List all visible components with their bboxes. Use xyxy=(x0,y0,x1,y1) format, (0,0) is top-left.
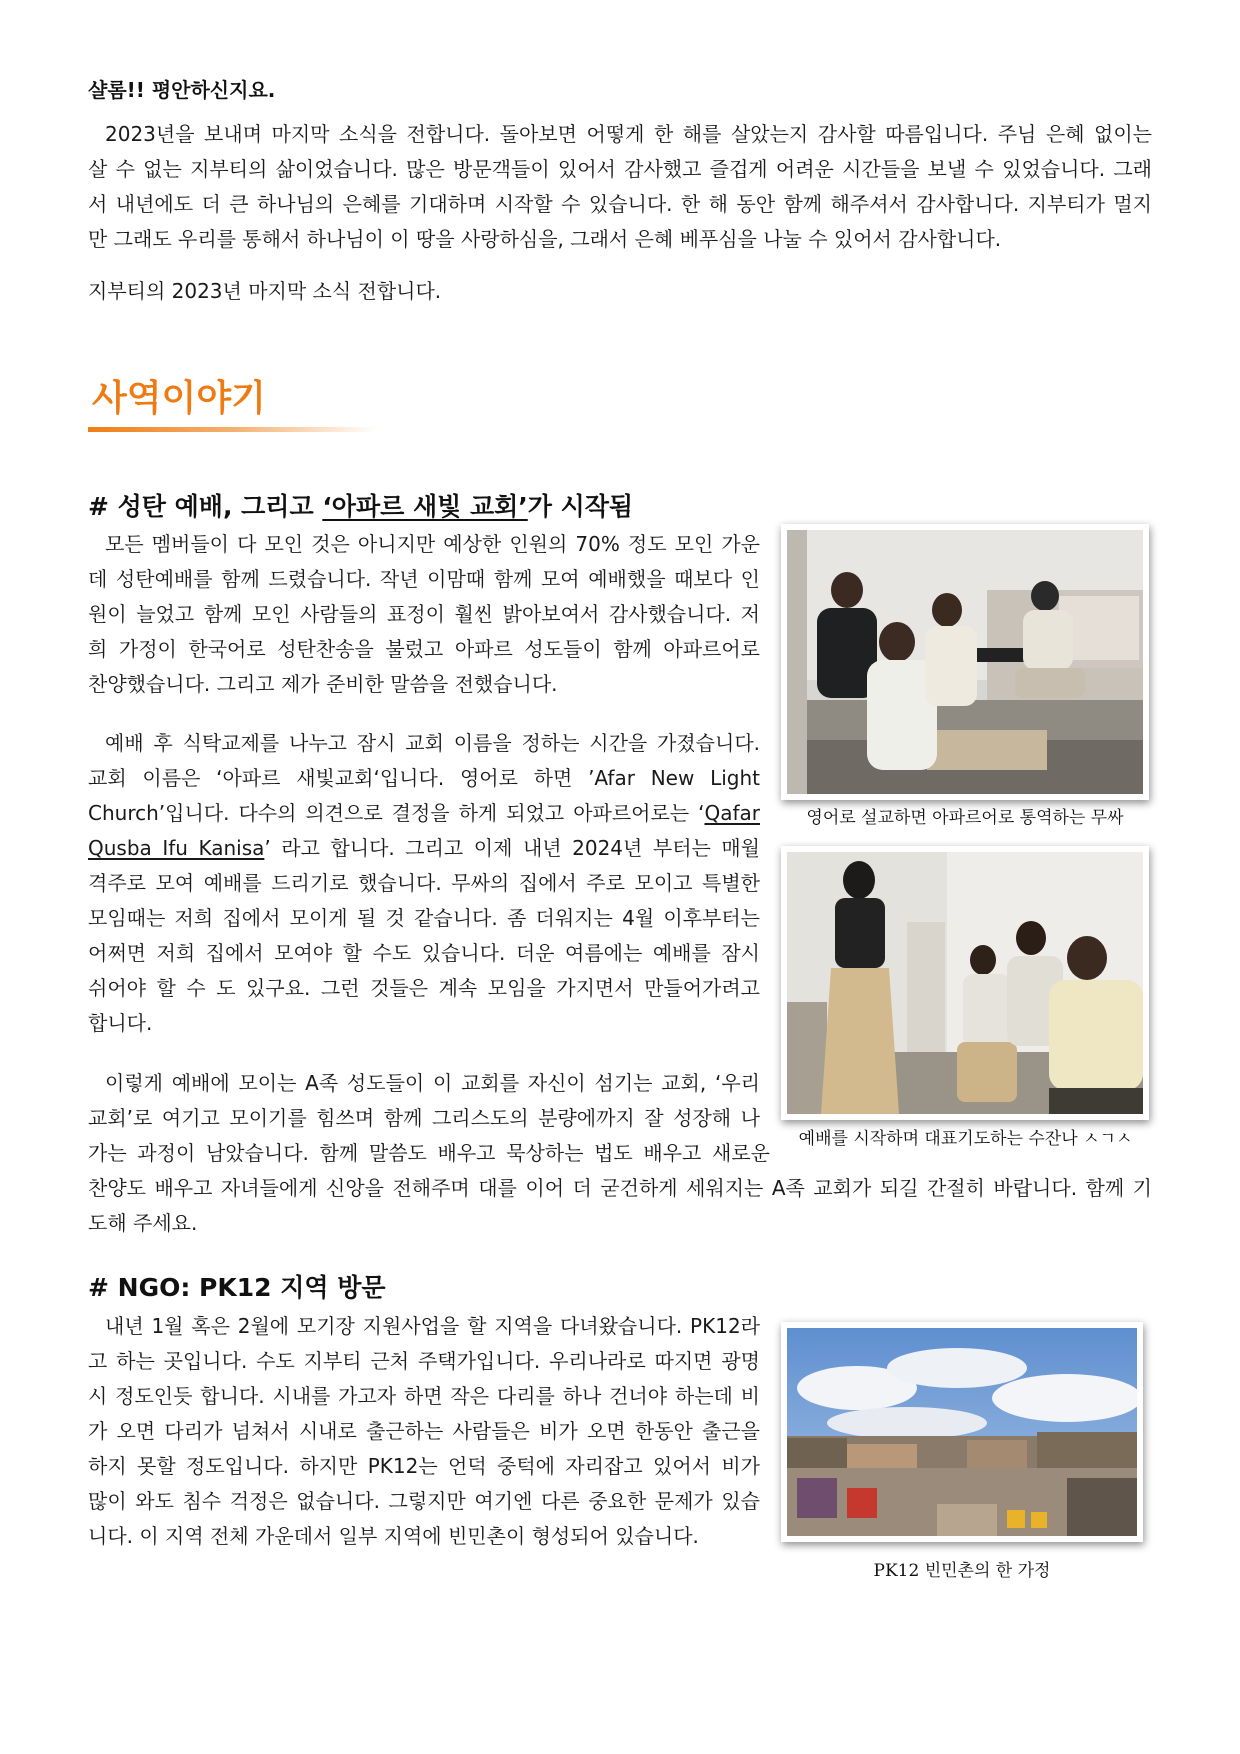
text-line: 쉬어야 할 수 도 있구요. 그런 것들은 계속 모임을 가지면서 만들어가려고 xyxy=(88,976,760,1000)
heading-prefix: # 성탄 예배, 그리고 xyxy=(88,492,323,521)
text-line: 이렇게 예배에 모이는 A족 성도들이 이 교회를 자신이 섬기는 교회, ‘우리 xyxy=(105,1071,760,1095)
photo-prayer-image xyxy=(787,852,1143,1114)
intro-line: 만 그래도 우리를 통해서 하나님이 이 땅을 사랑하심을, 그래서 은혜 베푸심을 나눌 수 있어서 감사합니다. xyxy=(88,227,1002,251)
intro-line: 살 수 없는 지부티의 삶이었습니다. 많은 방문객들이 있어서 감사했고 즐겁게 어려운 시간들을 보낼 수 있었습니다. 그래 xyxy=(88,157,1152,181)
text-line: 예배 후 식탁교제를 나누고 잠시 교회 이름을 정하는 시간을 가졌습니다. xyxy=(105,731,760,755)
article1-heading xyxy=(88,487,633,523)
photo-pk12-slum xyxy=(781,1322,1143,1542)
text-line: 원이 늘었고 함께 모인 사람들의 표정이 훨씬 밝아보여서 감사했습니다. 저 xyxy=(88,602,760,626)
text-line: 교회 이름은 ‘아파르 새빛교회‘입니다. 영어로 하면 ’Afar New Light xyxy=(88,766,760,790)
afar-church-name-1: Qafar xyxy=(704,801,760,825)
photo-sermon-translation xyxy=(781,524,1149,800)
text-line: 시 정도인듯 합니다. 시내를 가고자 하면 작은 다리를 하나 건너야 하는데 비 xyxy=(88,1384,760,1408)
text-line: 찬양했습니다. 그리고 제가 준비한 말씀을 전했습니다. xyxy=(88,672,558,696)
intro-line: 서 내년에도 더 큰 하나님의 은혜를 기대하며 시작할 수 있습니다. 한 해 동안 함께 해주셔서 감사합니다. 지부티가 멀지 xyxy=(88,192,1152,216)
text-line: 고 하는 곳입니다. 수도 지부티 근처 주택가입니다. 우리나라로 따지면 광명 xyxy=(88,1349,760,1373)
text-line: 내년 1월 혹은 2월에 모기장 지원사업을 할 지역을 다녀왔습니다. PK12라 xyxy=(105,1314,760,1338)
text-line: 어쩌면 저희 집에서 모여야 할 수도 있습니다. 더운 여름에는 예배를 잠시 xyxy=(88,941,760,965)
photo3-caption: PK12 빈민촌의 한 가정 xyxy=(873,1561,1051,1581)
text-line: 교회’로 여기고 모이기를 힘쓰며 함께 그리스도의 분량에까지 잘 성장해 나 xyxy=(88,1106,760,1130)
section-title-underline xyxy=(88,427,378,432)
photo-sermon-image xyxy=(787,530,1143,794)
text-line: 니다. 이 지역 전체 가운데서 일부 지역에 빈민촌이 형성되어 있습니다. xyxy=(88,1524,699,1548)
text-line: 합니다. xyxy=(88,1011,153,1035)
text-line: 격주로 모여 예배를 드리기로 했습니다. 무싸의 집에서 주로 모이고 특별한 xyxy=(88,871,760,895)
section-title: 사역이야기 xyxy=(92,378,266,419)
text-line: 희 가정이 한국어로 성탄찬송을 불렀고 아파르 성도들이 함께 아파르어로 xyxy=(88,637,760,661)
photo-opening-prayer xyxy=(781,846,1149,1120)
photo2-caption: 예배를 시작하며 대표기도하는 수잔나 ㅅㄱㅅ xyxy=(798,1129,1133,1146)
text-line: 모임때는 저희 집에서 모이게 될 것 같습니다. 좀 더워지는 4월 이후부터는 xyxy=(88,906,760,930)
intro-line: 2023년을 보내며 마지막 소식을 전합니다. 돌아보면 어떻게 한 해를 살았는지 감사할 따름입니다. 주님 은혜 없이는 xyxy=(105,122,1152,146)
heading-suffix: 가 시작됨 xyxy=(527,492,634,521)
text-span: ’ 라고 합니다. 그리고 이제 내년 2024년 부터는 매월 xyxy=(264,836,760,860)
text-line xyxy=(88,832,760,861)
text-line: 가 오면 다리가 넘쳐서 시내로 출근하는 사람들은 비가 오면 한동안 출근을 xyxy=(88,1419,760,1443)
greeting: 샬롬!! 평안하신지요. xyxy=(88,78,276,102)
text-line: 찬양도 배우고 자녀들에게 신앙을 전해주며 대를 이어 더 굳건하게 세워지는 A족 교회가 되길 간절히 바랍니다. 함께 기 xyxy=(88,1176,1152,1200)
text-line xyxy=(88,797,760,826)
photo-slum-image xyxy=(787,1328,1137,1536)
text-span: Church’입니다. 다수의 의견으로 결정을 하게 되었고 아파르어로는 ‘ xyxy=(88,801,705,825)
text-line: 하지 못할 정도입니다. 하지만 PK12는 언덕 중턱에 자리잡고 있어서 비가 xyxy=(88,1454,760,1478)
afar-church-name-2: Qusba Ifu Kanisa xyxy=(88,836,265,860)
text-line: 많이 와도 침수 걱정은 없습니다. 그렇지만 여기엔 다른 중요한 문제가 있습 xyxy=(88,1489,760,1513)
intro-closing: 지부티의 2023년 마지막 소식 전합니다. xyxy=(88,279,442,303)
heading-church-name: ‘아파르 새빛 교회’ xyxy=(322,492,528,521)
text-line: 가는 과정이 남았습니다. 함께 말씀도 배우고 묵상하는 법도 배우고 새로운 xyxy=(88,1141,770,1165)
text-line: 모든 멤버들이 다 모인 것은 아니지만 예상한 인원의 70% 정도 모인 가운 xyxy=(105,532,760,556)
text-line: 데 성탄예배를 함께 드렸습니다. 작년 이맘때 함께 모여 예배했을 때보다 인 xyxy=(88,567,760,591)
article2-heading: # NGO: PK12 지역 방문 xyxy=(88,1273,386,1302)
photo1-caption: 영어로 설교하면 아파르어로 통역하는 무싸 xyxy=(806,808,1124,828)
text-line: 도해 주세요. xyxy=(88,1211,198,1235)
